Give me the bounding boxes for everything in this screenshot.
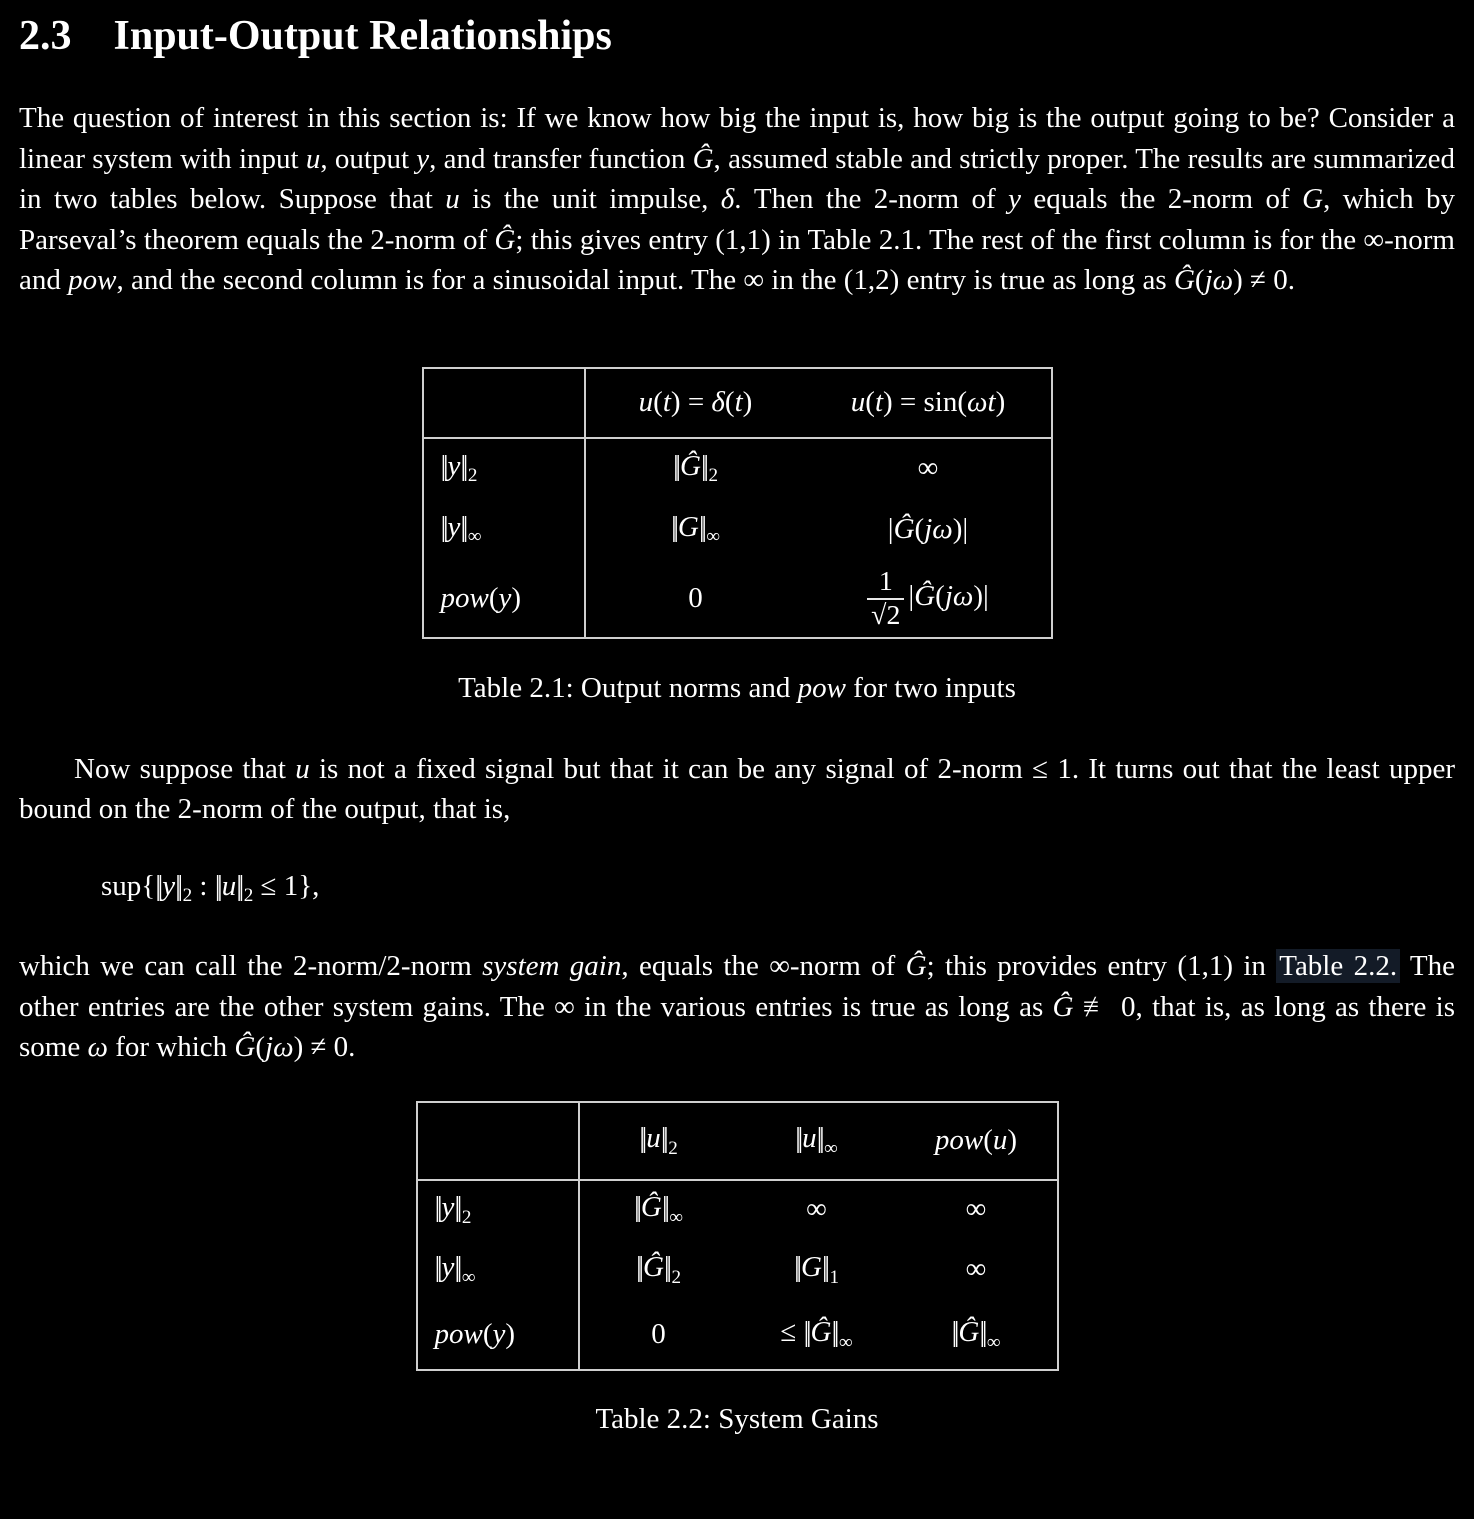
table-cell: ∞ bbox=[965, 1193, 987, 1226]
row-label-pow-y: pow(y) bbox=[423, 561, 585, 638]
table-cell: ∞ bbox=[917, 452, 939, 484]
table-2-2-col-u-infnorm: ||u|| $_\infty$ bbox=[795, 1121, 838, 1159]
table-cell: ≤ ||Ĝ|| $_\infty$ bbox=[780, 1315, 853, 1353]
display-equation: sup{||y|| $_2$ : ||u|| $_2$ ≤ 1}, bbox=[101, 869, 320, 907]
table-2-2-container bbox=[19, 1101, 1455, 1371]
row-label-y-infnorm: ||y|| $_\infty$ bbox=[417, 1239, 579, 1301]
table-2-2-caption: Table 2.2: System Gains bbox=[595, 1402, 879, 1435]
table-cell: ||Ĝ|| $_\infty$ bbox=[951, 1315, 1001, 1353]
table-2-2-reference-link[interactable]: Table 2.2. bbox=[1276, 949, 1400, 983]
table-cell: $\frac{1}{√2}$ |Ĝ(jω)| bbox=[806, 561, 1052, 638]
table-row bbox=[423, 438, 1052, 499]
table-system-gains bbox=[416, 1101, 1059, 1371]
paragraph-3: which we can call the 2-norm/2-norm system gain, equals the ∞-norm of Ĝ; this provides entry (1,1) in Table 2.2. The other entries are the other system gains. The ∞ in the various entries is true as long as Ĝ ≢ 0, that is, as long as there is some ω for which Ĝ(jω) ≠ 0. bbox=[19, 950, 1456, 1064]
table-row bbox=[417, 1301, 1058, 1370]
table-cell: 0 bbox=[688, 582, 703, 614]
section-number: 2.3 bbox=[19, 13, 72, 59]
table-cell: ||Ĝ|| $_2$ bbox=[635, 1250, 681, 1288]
table-2-1-corner-cell bbox=[423, 368, 585, 438]
section-heading bbox=[19, 12, 1455, 60]
table-2-1-container bbox=[19, 367, 1455, 639]
table-2-1-col-sinusoid-input: u(t) = sin(ωt) bbox=[850, 386, 1006, 418]
section-title: Input-Output Relationships bbox=[113, 13, 612, 59]
table-cell: ||G|| $_\infty$ bbox=[670, 510, 721, 548]
table-2-2-corner-cell bbox=[417, 1102, 579, 1180]
row-label-y-2norm: ||y|| $_2$ bbox=[423, 438, 585, 499]
table-2-1-caption: Table 2.1: Output norms and pow for two inputs bbox=[458, 671, 1016, 704]
table-2-2-header-row bbox=[417, 1102, 1058, 1180]
table-cell: ∞ bbox=[806, 1193, 827, 1226]
row-label-pow-y: pow(y) bbox=[417, 1301, 579, 1370]
row-label-y-2norm: ||y|| $_2$ bbox=[417, 1180, 579, 1239]
table-row bbox=[423, 561, 1052, 638]
table-row bbox=[417, 1180, 1058, 1239]
table-cell: ||Ĝ|| $_2$ bbox=[672, 449, 718, 487]
table-output-norms bbox=[422, 367, 1053, 639]
paragraph-intro: The question of interest in this section is: If we know how big the input is, how big is the output going to be? Consider a linear system with input u, output y, and transfer function Ĝ, assumed stable and strictly proper. The results are summarized in two tables below. Suppose that u is the unit impulse, δ. Then the 2-norm of y equals the 2-norm of G, which by Parseval’s theorem equals the 2-norm of Ĝ; this gives entry (1,1) in Table 2.1. The rest of the first column is for the ∞-norm and pow, and the second column is for a sinusoidal input. The ∞ in the (1,2) entry is true as long as Ĝ(jω) ≠ 0. bbox=[19, 102, 1456, 296]
table-row bbox=[417, 1239, 1058, 1301]
paragraph-2: Now suppose that u is not a fixed signal but that it can be any signal of 2-norm ≤ 1. It turns out that the least upper bound on the 2-norm of the output, that is, bbox=[19, 752, 1455, 825]
table-cell: |Ĝ(jω)| bbox=[887, 513, 969, 545]
table-2-2-col-pow-u: pow(u) bbox=[934, 1124, 1018, 1157]
row-label-y-infnorm: ||y|| $_\infty$ bbox=[423, 499, 585, 561]
table-2-1-col-impulse-input: u(t) = δ(t) bbox=[638, 386, 753, 418]
table-2-1-header-row bbox=[423, 368, 1052, 438]
table-cell: ∞ bbox=[965, 1253, 987, 1286]
table-2-2-col-u-2norm: ||u|| $_2$ bbox=[639, 1121, 678, 1159]
table-cell: ||G|| $_1$ bbox=[793, 1250, 839, 1288]
table-cell: 0 bbox=[651, 1318, 666, 1351]
table-row bbox=[423, 499, 1052, 561]
table-cell: ||Ĝ|| $_\infty$ bbox=[633, 1190, 684, 1228]
